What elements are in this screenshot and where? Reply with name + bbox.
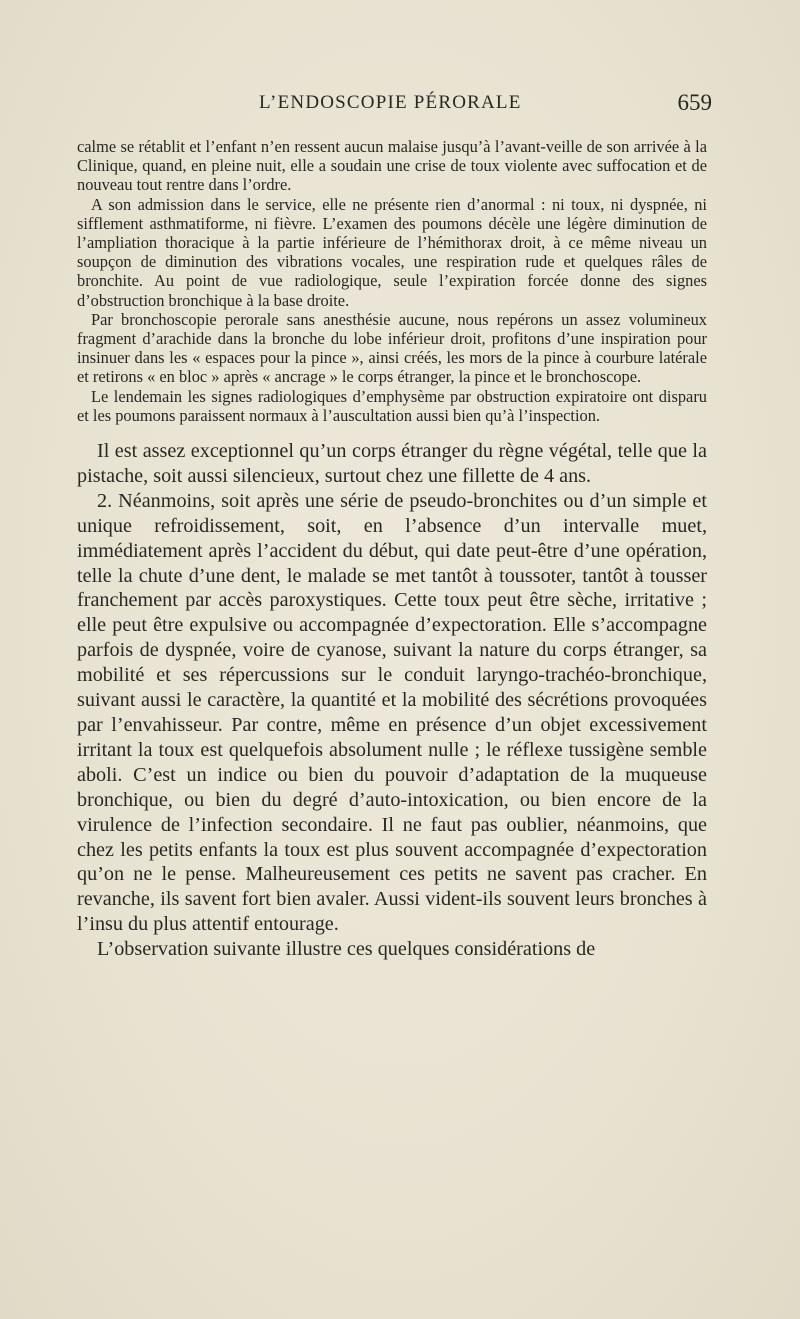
case-paragraph-4: Le lendemain les signes radiologiques d’emphysème par obstruction expiratoire ont disparu et les poumons paraissent normaux à l’auscultation aussi bien qu’à l’inspection.	[77, 386, 707, 425]
case-paragraph-1: calme se rétablit et l’enfant n’en ressent aucun malaise jusqu’à l’avant-veille de son arrivée à la Clinique, quand, en pleine nuit, elle a soudain une crise de toux violente avec suffocation et de nouveau tout rentre dans l’ordre.	[77, 137, 707, 195]
main-paragraph-1: Il est assez exceptionnel qu’un corps étranger du règne végétal, telle que la pistache, soit aussi silencieux, surtout chez une fillette de 4 ans.	[77, 440, 707, 487]
case-paragraph-3: Par bronchoscopie perorale sans anesthésie aucune, nous repérons un assez volumineux fragment d’arachide dans la bronche du lobe inférieur droit, profitons d’une inspiration pour insinuer dans les « espaces pour la pince », ainsi créés, les mors de la pince à courbure latérale et retirons « en bloc » après « ancrage » le corps étranger, la pince et le bronchoscope.	[77, 309, 707, 387]
case-paragraph-2: A son admission dans le service, elle ne présente rien d’anormal : ni toux, ni dyspnée, ni sifflement asthmatiforme, ni fièvre. L’examen des poumons décèle une légère diminution de l’ampliation thoracique à la partie inférieure de l’hémithorax droit, à ce même niveau un soupçon de diminution des vibrations vocales, une respiration rude et quelques râles de bronchite. Au point de vue radiologique, seule l’expiration forcée donne des signes d’obstruction bronchique à la base droite.	[77, 194, 707, 310]
main-paragraph-3: L’observation suivante illustre ces quelques considérations de	[97, 938, 596, 961]
running-title: L’ENDOSCOPIE PÉRORALE	[259, 92, 522, 113]
page-body	[77, 137, 707, 962]
main-text-section	[77, 439, 707, 962]
page-number: 659	[677, 90, 712, 115]
main-paragraph-2: 2. Néanmoins, soit après une série de pseudo-bronchites ou d’un simple et unique refroidissement, soit, en l’absence d’un intervalle muet, immédiatement après l’accident du début, qui date peut-être d’une opération, telle la chute d’une dent, le malade se met tantôt à toussoter, tantôt à tousser franchement par accès paroxystiques. Cette toux peut être sèche, irritative ; elle peut être expulsive ou accompagnée d’expectoration. Elle s’accompagne parfois de dyspnée, voire de cyanose, suivant la nature du corps étranger, sa mobilité et ses répercussions sur le conduit laryngo-trachéo-bronchique, suivant aussi le caractère, la quantité et la mobilité des sécrétions provoquées par l’envahisseur. Par contre, même en présence d’un objet excessivement irritant la toux est quelquefois absolument nulle ; le réflexe tussigène semble aboli. C’est un indice ou bien du pouvoir d’adaptation de la muqueuse bronchique, ou bien du degré d’auto-intoxication, ou bien encore de la virulence de l’infection secondaire. Il ne faut pas oublier, néanmoins, que chez les petits enfants la toux est plus souvent accompagnée d’expectoration qu’on ne le pense. Malheureusement ces petits ne savent pas cracher. En revanche, ils savent fort bien avaler. Aussi vident-ils souvent leurs bronches à l’insu du plus attentif entourage.	[77, 489, 707, 936]
page-header	[77, 92, 712, 120]
case-report-section	[77, 137, 707, 425]
